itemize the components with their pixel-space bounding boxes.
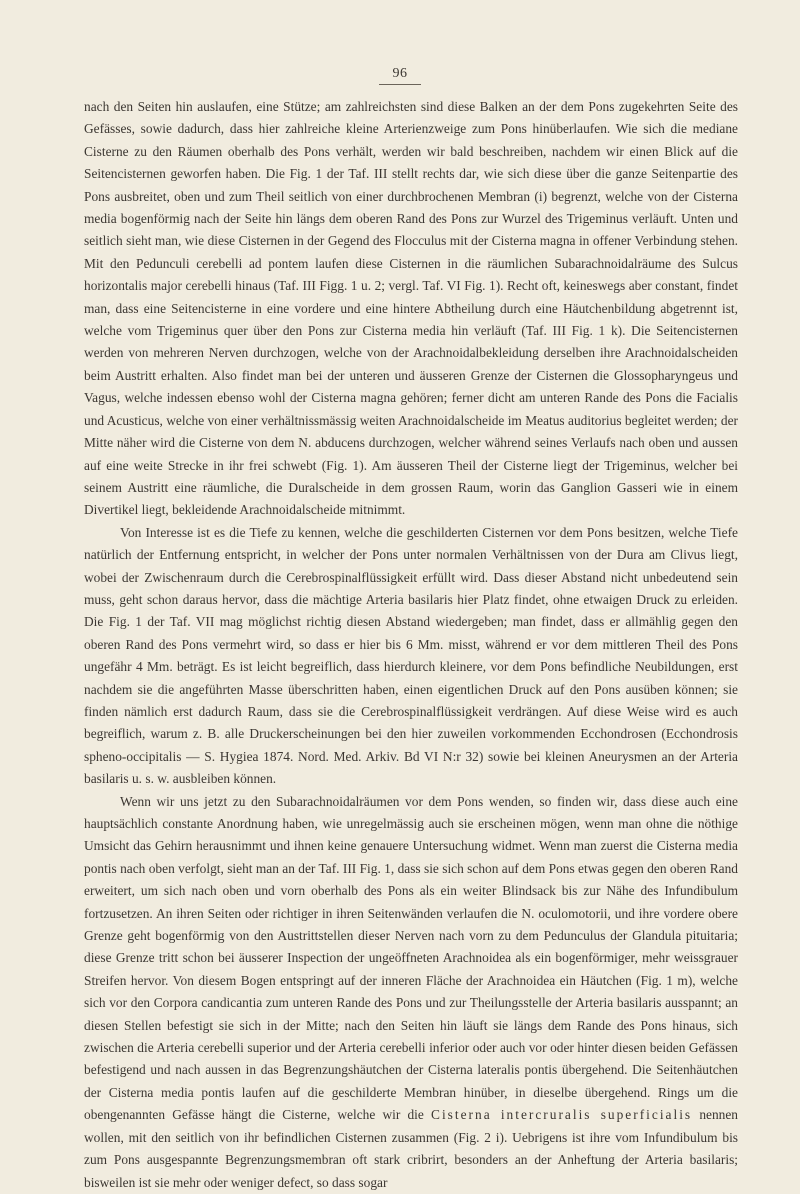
page-number: 96 [392, 66, 408, 81]
page-number-rule [379, 84, 421, 85]
paragraph-3-text: Wenn wir uns jetzt zu den Subarachnoidalräumen vor dem Pons wenden, so finden wir, dass diese auch eine hauptsächlich constante Anordnung haben, wie unregelmässig auch sie erscheinen mögen, wenn man ohne die nöthige Umsicht das Gehirn herausnimmt und ihnen keine genauere Untersuchung widmet. Wenn man zuerst die Cisterna media pontis nach oben verfolgt, sieht man an der Taf. III Fig. 1, dass sie sich schon auf dem Pons etwas gegen den oberen Rand erweitert, um sich nach oben und vorn oberhalb des Pons als ein weiter Blindsack bis zur Nähe des Infundibulum fortzusetzen. An ihren Seiten oder richtiger in ihren Seitenwänden verlaufen die N. oculomotorii, und ihre vordere obere Grenze geht bogenförmig von den Austrittstellen dieser Nerven nach vorn zu dem Pedunculus der Glandula pituitaria; diese Grenze tritt schon bei äusserer Inspection der ungeöffneten Arachnoidea als ein bogenförmiger, mehr weissgrauer Streifen hervor. Von diesem Bogen entspringt auf der inneren Fläche der Arachnoidea ein Häutchen (Fig. 1 m), welche sich vor den Corpora candicantia zum unteren Rande des Pons und zur Theilungsstelle der Arteria basilaris ausspannt; an diesen Stellen befestigt sie sich in der Mitte; nach den Seiten hin läuft sie längs dem Rande des Pons hinaus, sich zwischen die Arteria cerebelli superior und der Arteria cerebelli inferior oder auch vor oder hinter diesen beiden Gefässen befestigend und nach aussen in das Begrenzungshäutchen der Cisterna lateralis pontis übergehend. Die Seitenhäutchen der Cisterna media pontis laufen auf die geschilderte Membran hinüber, in dieselbe übergehend. Rings um die obengenannten Gefässe hängt die Cisterne, welche wir die [84, 793, 738, 1123]
paragraph-3 [84, 791, 738, 1194]
paragraph-1: nach den Seiten hin auslaufen, eine Stütze; am zahlreichsten sind diese Balken an der dem Pons zugekehrten Seite des Gefässes, sowie dadurch, dass hier zahlreiche kleine Arterienzweige zum Pons hinüberlaufen. Wie sich die mediane Cisterne zu den Räumen oberhalb des Pons verhält, werden wir bald beschreiben, nachdem wir einen Blick auf die Seitencisternen geworfen haben. Die Fig. 1 der Taf. III stellt rechts dar, wie sich diese über die ganze Seitenpartie des Pons ausbreitet, oben und zum Theil seitlich von einer durchbrochenen Membran (i) begrenzt, welche von der Cisterna media bogenförmig nach der Seite hin längs dem oberen Rand des Pons zur Wurzel des Trigeminus verläuft. Unten und seitlich sieht man, wie diese Cisternen in der Gegend des Flocculus mit der Cisterna magna in offener Verbindung stehen. Mit den Pedunculi cerebelli ad pontem laufen diese Cisternen in die räumlichen Subarachnoidalräume des Sulcus horizontalis major cerebelli hinaus (Taf. III Figg. 1 u. 2; vergl. Taf. VI Fig. 1). Recht oft, keineswegs aber constant, findet man, dass eine Seitencisterne in eine vordere und eine hintere Abtheilung durch eine Häutchenbildung abgetrennt ist, welche vom Trigeminus quer über den Pons zur Cisterna media hin verläuft (Taf. III Fig. 1 k). Die Seitencisternen werden von mehreren Nerven durchzogen, welche von der Arachnoidalbekleidung derselben ihre Arachnoidalscheiden beim Austritt erhalten. Also findet man bei der unteren und äusseren Grenze der Cisternen die Glossopharyngeus und Vagus, welche indessen ebenso wohl der Cisterna magna gehören; ferner dicht am unteren Rande des Pons die Facialis und Acusticus, welche von einer verhältnissmässig weiten Arachnoidalscheide im Meatus auditorius begleitet werden; der Mitte näher wird die Cisterne von dem N. abducens durchzogen, welcher während seines Verlaufs nach oben und aussen auf eine weite Strecke in ihr frei schwebt (Fig. 1). Am äusseren Theil der Cisterne liegt der Trigeminus, welcher bei seinem Austritt eine räumliche, die Duralscheide in dem grossen Raum, worin das Ganglion Gasseri wie in einem Divertikel liegt, bekleidende Arachnoidalscheide mitnimmt. [84, 99, 738, 518]
spaced-term: Cisterna intercruralis superficialis [431, 1107, 693, 1123]
body-text [84, 96, 738, 1194]
paragraph-2: Von Interesse ist es die Tiefe zu kennen, welche die geschilderten Cisternen vor dem Pons besitzen, welche Tiefe natürlich der Entfernung entspricht, in welcher der Pons unter normalen Verhältnissen von der Dura am Clivus liegt, wobei der Zwischenraum durch die Cerebrospinalflüssigkeit erfüllt wird. Dass dieser Abstand nicht unbedeutend sein muss, geht schon daraus hervor, dass die mächtige Arteria basilaris hier Platz findet, ohne etwaigen Druck zu erleiden. Die Fig. 1 der Taf. VII mag möglichst richtig diesen Abstand wiedergeben; man findet, dass er allmählig gegen den oberen Rand des Pons vermehrt wird, so dass er hier bis 6 Mm. misst, während er vor dem mittleren Theil des Pons ungefähr 4 Mm. beträgt. Es ist leicht begreiflich, dass hierdurch kleinere, vor dem Pons befindliche Neubildungen, erst nachdem sie die angeführten Masse überschritten haben, einen eigentlichen Druck auf den Pons ausüben können; sie finden nämlich erst dadurch Raum, dass sie die Cerebrospinalflüssigkeit verdrängen. Auf diese Weise wird es auch begreiflich, warum z. B. alle Druckerscheinungen bei den hier zuweilen vorkommenden Ecchondrosen (Ecchondrosis spheno-occipitalis — S. Hygiea 1874. Nord. Med. Arkiv. Bd VI N:r 32) sowie bei kleinen Aneurysmen an der Arteria basilaris u. s. w. ausbleiben können. [84, 524, 738, 787]
paragraph-3-tail: nennen wollen, mit den seitlich von ihr befindlichen Cisternen zusammen (Fig. 2 i). Uebrigens ist ihre vom Infundibulum bis zum Pons ausgespannte Begrenzungsmembran oft stark cribrirt, besonders an der Anheftung der Arteria basilaris; bisweilen ist sie mehr oder weniger defect, so dass sogar [84, 1107, 738, 1190]
